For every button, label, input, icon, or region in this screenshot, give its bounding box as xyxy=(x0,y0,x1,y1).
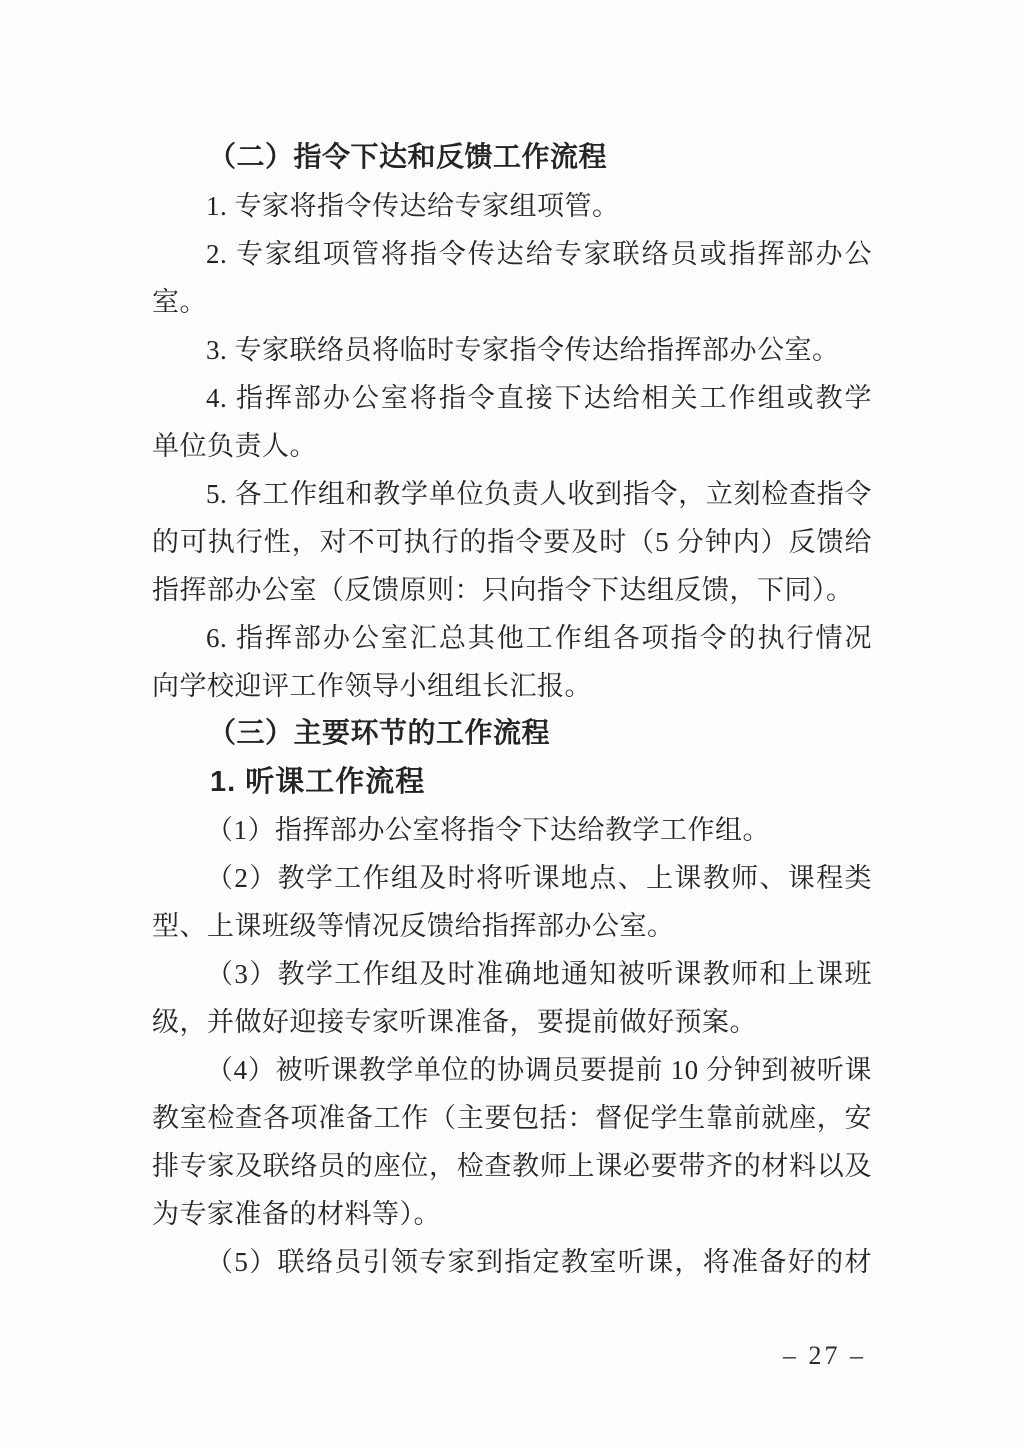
listening-steps-line: （3）教学工作组及时准确地通知被听课教师和上课班 xyxy=(206,959,872,989)
command-feedback-steps-line: 4. 指挥部办公室将指令直接下达给相关工作组或教学 xyxy=(206,383,872,413)
listening-steps-line: 排专家及联络员的座位，检查教师上课必要带齐的材料以及 xyxy=(152,1151,872,1181)
listening-steps-line: （4）被听课教学单位的协调员要提前 10 分钟到被听课 xyxy=(206,1055,872,1085)
command-feedback-steps-line: 室。 xyxy=(152,287,207,317)
command-feedback-steps-line: 的可执行性，对不可执行的指令要及时（5 分钟内）反馈给 xyxy=(152,527,872,557)
page-number: – 27 – xyxy=(783,1341,866,1370)
command-feedback-steps-line: 2. 专家组项管将指令传达给专家联络员或指挥部办公 xyxy=(206,239,872,269)
command-feedback-steps-line: 3. 专家联络员将临时专家指令传达给指挥部办公室。 xyxy=(206,335,840,365)
listening-steps-line: 为专家准备的材料等）。 xyxy=(152,1199,441,1229)
section-heading-3-line: （三）主要环节的工作流程 xyxy=(208,718,551,749)
subsection-heading-listening-line: 1. 听课工作流程 xyxy=(210,766,426,798)
listening-steps-line: 教室检查各项准备工作（主要包括：督促学生靠前就座，安 xyxy=(152,1103,872,1133)
command-feedback-steps-line: 6. 指挥部办公室汇总其他工作组各项指令的执行情况 xyxy=(206,623,872,653)
listening-steps-line: （1）指挥部办公室将指令下达给教学工作组。 xyxy=(206,815,770,845)
command-feedback-steps-line: 5. 各工作组和教学单位负责人收到指令，立刻检查指令 xyxy=(206,479,872,509)
command-feedback-steps-line: 单位负责人。 xyxy=(152,431,317,461)
command-feedback-steps-line: 指挥部办公室（反馈原则：只向指令下达组反馈，下同）。 xyxy=(152,575,854,605)
listening-steps-line: 级，并做好迎接专家听课准备，要提前做好预案。 xyxy=(152,1007,757,1037)
command-feedback-steps-line: 1. 专家将指令传达给专家组项管。 xyxy=(206,191,620,221)
command-feedback-steps-line: 向学校迎评工作领导小组组长汇报。 xyxy=(152,671,592,701)
document-body xyxy=(152,134,872,1286)
section-heading-2-line: （二）指令下达和反馈工作流程 xyxy=(208,142,608,173)
listening-steps-line: （5）联络员引领专家到指定教室听课，将准备好的材 xyxy=(206,1247,872,1277)
listening-steps-line: （2）教学工作组及时将听课地点、上课教师、课程类 xyxy=(206,863,872,893)
listening-steps-line: 型、上课班级等情况反馈给指挥部办公室。 xyxy=(152,911,675,941)
